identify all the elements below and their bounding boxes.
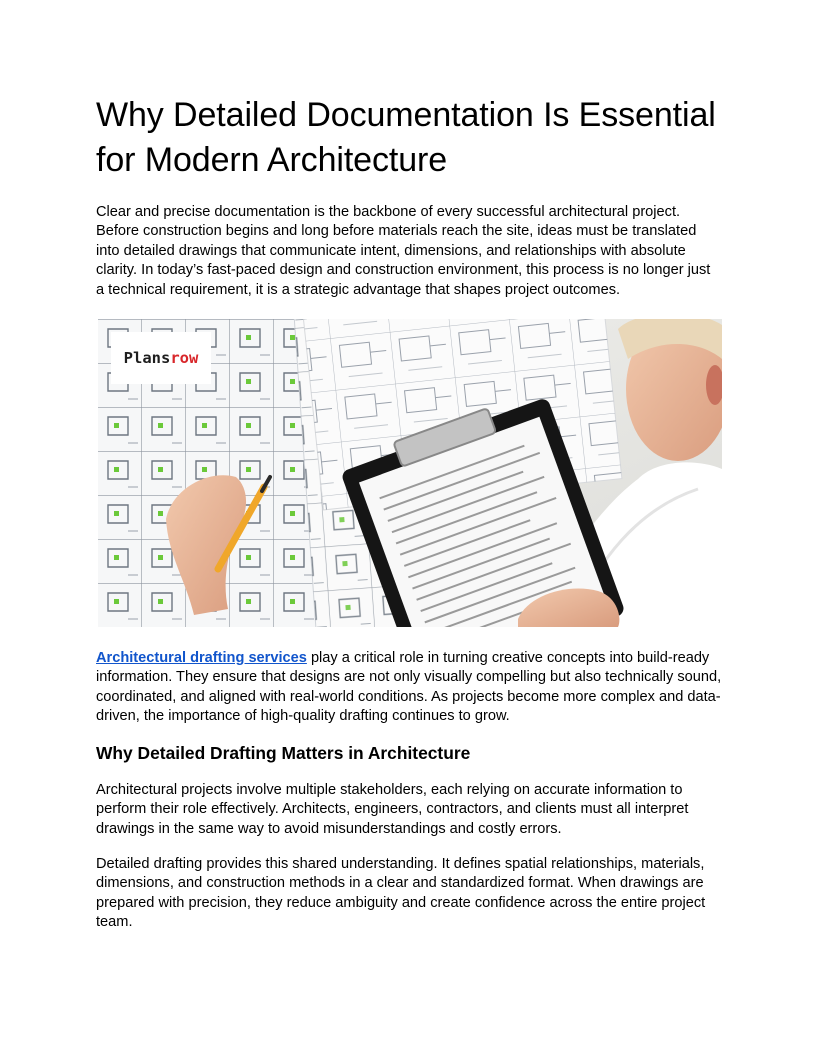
architectural-drafting-services-link[interactable]: Architectural drafting services	[96, 650, 307, 666]
plansrow-logo	[111, 332, 211, 384]
page-title: Why Detailed Documentation Is Essential for Modern Architecture	[96, 96, 716, 179]
hero-image	[98, 319, 722, 627]
stakeholders-paragraph: Architectural projects involve multiple stakeholders, each relying on accurate information to perform their role effectively. Architects, engineers, contractors, and clients must all interpret drawings in the same way to avoid misunderstandings and costly errors.	[96, 782, 689, 837]
logo-text-dark: Plans	[123, 349, 171, 367]
shared-understanding-paragraph: Detailed drafting provides this shared understanding. It defines spatial relationships, materials, dimensions, and construction methods in a clear and standardized format. When drawings are prepared with precision, they reduce ambiguity and create confidence across the entire project team.	[96, 856, 706, 931]
logo-text-red: row	[170, 349, 199, 367]
intro-paragraph: Clear and precise documentation is the backbone of every successful architectural project. Before construction begins and long before materials reach the site, ideas must be translated into detailed drawings that communicate intent, dimensions, and relationships with absolute clarity. In today’s fast-paced design and construction environment, this process is no longer just a technical requirement, it is a strategic advantage that shapes project outcomes.	[96, 204, 711, 298]
section-heading: Why Detailed Drafting Matters in Architecture	[96, 743, 471, 763]
drafting-services-paragraph	[96, 649, 722, 727]
drafting-paragraph-text: play a critical role in turning creative concepts into build-ready information. They ensure that designs are not only visually compelling but also technically sound, coordinated, and aligned with real-world conditions. As projects become more complex and data-driven, the importance of high-quality drafting continues to grow.	[96, 650, 722, 725]
